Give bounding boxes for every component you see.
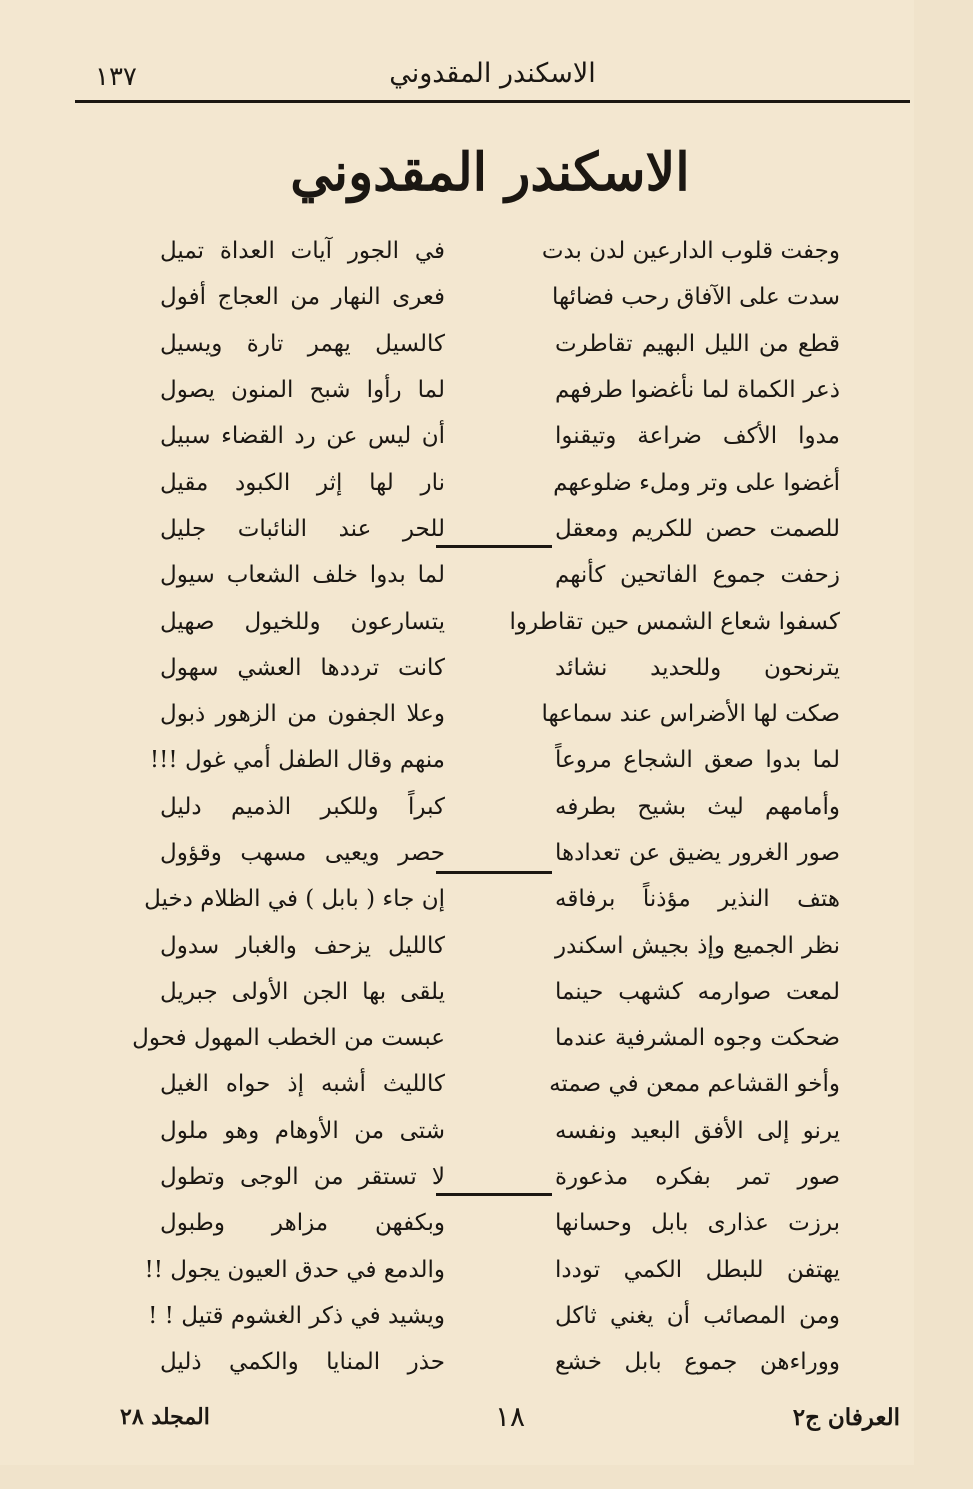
second-hemistich: في الجور آيات العداة تميل bbox=[160, 238, 445, 265]
first-hemistich: يترنحون وللحديد نشائد bbox=[555, 654, 840, 681]
second-hemistich: كانت ترددها العشي سهول bbox=[160, 654, 445, 681]
second-hemistich: فعرى النهار من العجاج أفول bbox=[160, 284, 445, 311]
first-hemistich: وجفت قلوب الدارعين لدن بدت bbox=[541, 238, 840, 265]
header-rule bbox=[75, 100, 910, 103]
second-hemistich: للحر عند النائبات جليل bbox=[160, 515, 445, 542]
verse-line bbox=[148, 1293, 840, 1339]
second-hemistich: إن جاء ( بابل ) في الظلام دخيل bbox=[144, 886, 445, 913]
poem-title: الاسكندر المقدوني bbox=[290, 142, 690, 203]
verse-line bbox=[160, 413, 840, 459]
first-hemistich: سدت على الآفاق رحب فضائها bbox=[552, 284, 840, 311]
verse-line bbox=[160, 922, 840, 968]
second-hemistich: كالليل يزحف والغبار سدول bbox=[160, 932, 445, 959]
verse-line bbox=[160, 1339, 840, 1385]
first-hemistich: نظر الجميع وإذ بجيش اسكندر bbox=[555, 932, 840, 959]
running-title: الاسكندر المقدوني bbox=[389, 58, 596, 89]
second-hemistich: لا تستقر من الوجى وتطول bbox=[160, 1164, 445, 1191]
second-hemistich: كالسيل يهمر تارة ويسيل bbox=[160, 330, 445, 357]
second-hemistich: والدمع في حدق العيون يجول !! bbox=[144, 1256, 445, 1283]
verse-line bbox=[160, 321, 840, 367]
stanza-divider bbox=[436, 1193, 552, 1196]
first-hemistich: صكت لها الأضراس عند سماعها bbox=[541, 701, 840, 728]
second-hemistich: يتسارعون وللخيول صهيل bbox=[160, 608, 445, 635]
verse-line bbox=[160, 274, 840, 320]
first-hemistich: قطع من الليل البهيم تقاطرت bbox=[555, 330, 840, 357]
first-hemistich: لمعت صوارمه كشهب حينما bbox=[555, 978, 840, 1005]
page-footer bbox=[110, 1400, 900, 1440]
first-hemistich: كسفوا شعاع الشمس حين تقاطروا bbox=[509, 608, 840, 635]
second-hemistich: شتى من الأوهام وهو ملول bbox=[160, 1117, 445, 1144]
first-hemistich: وأخو القشاعم ممعن في صمته bbox=[549, 1071, 840, 1098]
second-hemistich: أن ليس عن رد القضاء سبيل bbox=[160, 423, 445, 450]
first-hemistich: هتف النذير مؤذناً برفاقه bbox=[555, 886, 840, 913]
first-hemistich: ووراءهن جموع بابل خشع bbox=[555, 1349, 840, 1376]
second-hemistich: عبست من الخطب المهول فحول bbox=[132, 1025, 445, 1052]
poem-body bbox=[132, 228, 840, 1385]
verse-line bbox=[160, 1061, 840, 1107]
second-hemistich: وبكفهن مزاهر وطبول bbox=[160, 1210, 445, 1237]
first-hemistich: ذعر الكماة لما نأغضوا طرفهم bbox=[555, 377, 840, 404]
first-hemistich: للصمت حصن للكريم ومعقل bbox=[555, 515, 840, 542]
page-number: ١٣٧ bbox=[95, 62, 137, 92]
verse-line bbox=[160, 830, 840, 876]
first-hemistich: برزت عذارى بابل وحسانها bbox=[555, 1210, 840, 1237]
first-hemistich: ومن المصائب أن يغني ثاكل bbox=[555, 1302, 840, 1329]
first-hemistich: زحفت جموع الفاتحين كأنهم bbox=[555, 562, 840, 589]
verse-line bbox=[144, 876, 840, 922]
verse-line bbox=[160, 969, 840, 1015]
stanza-divider bbox=[436, 545, 552, 548]
verse-line bbox=[160, 645, 840, 691]
second-hemistich: وعلا الجفون من الزهور ذبول bbox=[160, 701, 445, 728]
first-hemistich: أغضوا على وتر وملء ضلوعهم bbox=[553, 469, 840, 496]
first-hemistich: مدوا الأكف ضراعة وتيقنوا bbox=[555, 423, 840, 450]
first-hemistich: يهتفن للبطل الكمي توددا bbox=[555, 1256, 840, 1283]
second-hemistich: يلقى بها الجن الأولى جبريل bbox=[160, 978, 445, 1005]
second-hemistich: ويشيد في ذكر الغشوم قتيل ! ! bbox=[148, 1302, 445, 1329]
footer-journal: العرفان ج٢ bbox=[792, 1404, 900, 1431]
verse-line bbox=[160, 784, 840, 830]
verse-line bbox=[160, 1108, 840, 1154]
first-hemistich: يرنو إلى الأفق البعيد ونفسه bbox=[555, 1117, 840, 1144]
verse-line bbox=[144, 1247, 840, 1293]
second-hemistich: كالليث أشبه إذ حواه الغيل bbox=[160, 1071, 445, 1098]
second-hemistich: حصر ويعيى مسهب وقؤول bbox=[160, 840, 445, 866]
verse-line bbox=[160, 598, 840, 644]
verse-line bbox=[160, 1200, 840, 1246]
footer-volume: المجلد ٢٨ bbox=[120, 1404, 210, 1430]
verse-line bbox=[149, 737, 840, 783]
second-hemistich: لما بدوا خلف الشعاب سيول bbox=[160, 562, 445, 589]
page-header bbox=[75, 50, 910, 100]
verse-line bbox=[160, 552, 840, 598]
verse-line bbox=[160, 228, 840, 274]
footer-page-number: ١٨ bbox=[494, 1400, 526, 1433]
verse-line bbox=[160, 691, 840, 737]
verse-line bbox=[132, 1015, 840, 1061]
first-hemistich: صور الغرور يضيق عن تعدادها bbox=[555, 840, 840, 866]
second-hemistich: منهم وقال الطفل أمي غول !!! bbox=[149, 747, 445, 774]
stanza-divider bbox=[436, 871, 552, 874]
verse-line bbox=[160, 459, 840, 505]
second-hemistich: نار لها إثر الكبود مقيل bbox=[160, 469, 445, 496]
first-hemistich: وأمامهم ليث بشيح بطرفه bbox=[555, 793, 840, 820]
first-hemistich: ضحكت وجوه المشرفية عندما bbox=[555, 1025, 840, 1052]
first-hemistich: لما بدوا صعق الشجاع مروعاً bbox=[555, 747, 840, 774]
second-hemistich: كبراً وللكبر الذميم دليل bbox=[160, 793, 445, 820]
second-hemistich: لما رأوا شبح المنون يصول bbox=[160, 377, 445, 404]
second-hemistich: حذر المنايا والكمي ذليل bbox=[160, 1349, 445, 1376]
first-hemistich: صور تمر بفكره مذعورة bbox=[555, 1164, 840, 1191]
verse-line bbox=[160, 367, 840, 413]
